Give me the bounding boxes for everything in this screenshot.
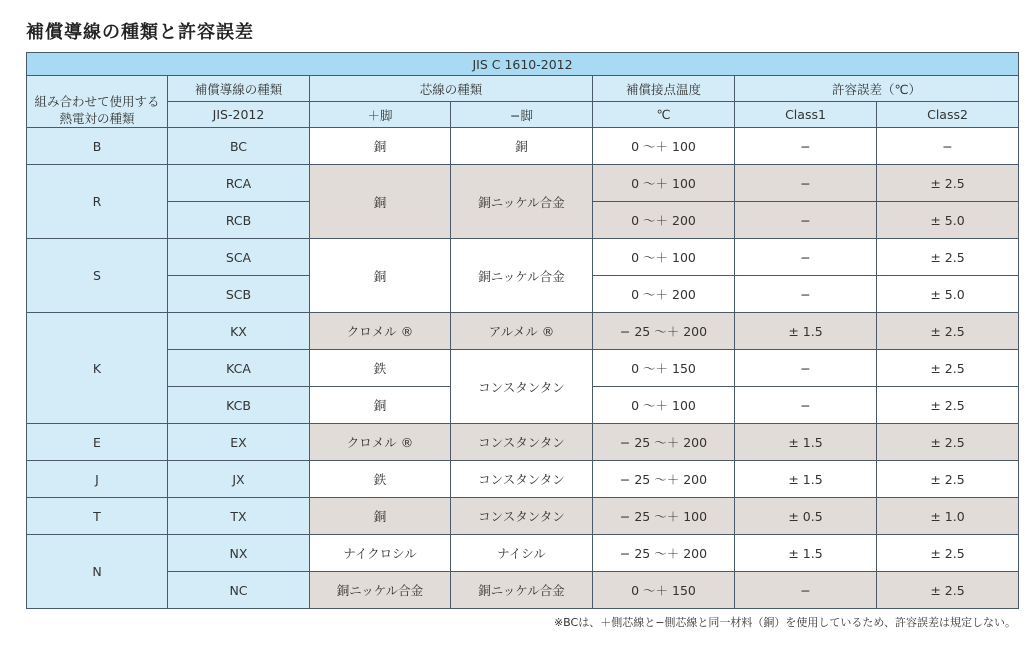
class2-cell: ± 2.5 [877, 350, 1019, 387]
wire-cell: RCA [168, 165, 310, 202]
temp-cell: 0 〜＋ 200 [593, 202, 735, 239]
group-cell: T [27, 498, 168, 535]
compensating-wire-table [26, 52, 1019, 609]
plus-leg-cell: 鉄 [310, 461, 451, 498]
header-tolerance: 許容誤差（℃） [735, 76, 1019, 102]
minus-leg-cell: 銅ニッケル合金 [451, 572, 593, 609]
wire-cell: EX [168, 424, 310, 461]
group-cell: J [27, 461, 168, 498]
wire-cell: KX [168, 313, 310, 350]
wire-cell: SCA [168, 239, 310, 276]
header-temp-range: 補償接点温度 [593, 76, 735, 102]
wire-cell: RCB [168, 202, 310, 239]
table-row [27, 239, 1019, 276]
class2-cell: ± 5.0 [877, 202, 1019, 239]
class2-cell: ± 1.0 [877, 498, 1019, 535]
group-cell: K [27, 313, 168, 424]
header-class1: Class1 [735, 102, 877, 128]
group-cell: E [27, 424, 168, 461]
temp-cell: − 25 〜＋ 100 [593, 498, 735, 535]
class2-cell: ± 2.5 [877, 572, 1019, 609]
class1-cell: ± 1.5 [735, 461, 877, 498]
wire-cell: BC [168, 128, 310, 165]
class1-cell: − [735, 239, 877, 276]
plus-leg-cell: 銅 [310, 387, 451, 424]
class2-cell: ± 2.5 [877, 387, 1019, 424]
plus-leg-cell: 銅 [310, 165, 451, 239]
group-cell: S [27, 239, 168, 313]
plus-leg-cell: 銅 [310, 128, 451, 165]
wire-cell: JX [168, 461, 310, 498]
minus-leg-cell: コンスタンタン [451, 424, 593, 461]
table-row [27, 424, 1019, 461]
plus-leg-cell: クロメル ® [310, 313, 451, 350]
class2-cell: ± 2.5 [877, 239, 1019, 276]
temp-cell: 0 〜＋ 100 [593, 239, 735, 276]
class2-cell: ± 2.5 [877, 535, 1019, 572]
temp-cell: − 25 〜＋ 200 [593, 461, 735, 498]
header-core-type: 芯線の種類 [310, 76, 593, 102]
class1-cell: ± 0.5 [735, 498, 877, 535]
header-wire-type: 補償導線の種類 [168, 76, 310, 102]
plus-leg-cell: 銅ニッケル合金 [310, 572, 451, 609]
wire-cell: KCB [168, 387, 310, 424]
minus-leg-cell: コンスタンタン [451, 461, 593, 498]
class1-cell: − [735, 350, 877, 387]
minus-leg-cell: コンスタンタン [451, 350, 593, 424]
temp-cell: 0 〜＋ 150 [593, 572, 735, 609]
class1-cell: − [735, 387, 877, 424]
header-thermocouple-type-label: 組み合わせて使用する 熱電対の種類 [34, 94, 160, 126]
plus-leg-cell: ナイクロシル [310, 535, 451, 572]
class2-cell: − [877, 128, 1019, 165]
class2-cell: ± 2.5 [877, 165, 1019, 202]
temp-cell: 0 〜＋ 200 [593, 276, 735, 313]
table-row [27, 128, 1019, 165]
class2-cell: ± 2.5 [877, 461, 1019, 498]
class2-cell: ± 5.0 [877, 276, 1019, 313]
minus-leg-cell: 銅ニッケル合金 [451, 239, 593, 313]
wire-cell: NX [168, 535, 310, 572]
table-row [27, 313, 1019, 350]
wire-cell: SCB [168, 276, 310, 313]
minus-leg-cell: 銅 [451, 128, 593, 165]
header-plus-leg: ＋脚 [310, 102, 451, 128]
class1-cell: − [735, 165, 877, 202]
class1-cell: ± 1.5 [735, 535, 877, 572]
header-class2: Class2 [877, 102, 1019, 128]
group-cell: N [27, 535, 168, 609]
table-row [27, 572, 1019, 609]
table-row [27, 498, 1019, 535]
class1-cell: − [735, 276, 877, 313]
class1-cell: ± 1.5 [735, 424, 877, 461]
class1-cell: − [735, 128, 877, 165]
temp-cell: 0 〜＋ 150 [593, 350, 735, 387]
class1-cell: − [735, 572, 877, 609]
minus-leg-cell: アルメル ® [451, 313, 593, 350]
header-minus-leg: −脚 [451, 102, 593, 128]
standard-header: JIS C 1610-2012 [27, 53, 1019, 76]
temp-cell: − 25 〜＋ 200 [593, 424, 735, 461]
footnote: ※BCは、＋側芯線と−側芯線と同一材料（銅）を使用しているため、許容誤差は規定しない。 [553, 616, 1016, 629]
temp-cell: 0 〜＋ 100 [593, 387, 735, 424]
temp-cell: 0 〜＋ 100 [593, 165, 735, 202]
plus-leg-cell: 銅 [310, 239, 451, 313]
table-row [27, 350, 1019, 387]
table-row [27, 535, 1019, 572]
header-thermocouple-type [27, 76, 168, 128]
temp-cell: − 25 〜＋ 200 [593, 313, 735, 350]
wire-cell: TX [168, 498, 310, 535]
class1-cell: − [735, 202, 877, 239]
group-cell: B [27, 128, 168, 165]
temp-cell: − 25 〜＋ 200 [593, 535, 735, 572]
temp-cell: 0 〜＋ 100 [593, 128, 735, 165]
class2-cell: ± 2.5 [877, 424, 1019, 461]
group-cell: R [27, 165, 168, 239]
minus-leg-cell: ナイシル [451, 535, 593, 572]
wire-cell: KCA [168, 350, 310, 387]
minus-leg-cell: 銅ニッケル合金 [451, 165, 593, 239]
minus-leg-cell: コンスタンタン [451, 498, 593, 535]
plus-leg-cell: クロメル ® [310, 424, 451, 461]
plus-leg-cell: 銅 [310, 498, 451, 535]
table-row [27, 461, 1019, 498]
class2-cell: ± 2.5 [877, 313, 1019, 350]
header-wire-type-sub: JIS-2012 [168, 102, 310, 128]
header-temp-unit: ℃ [593, 102, 735, 128]
class1-cell: ± 1.5 [735, 313, 877, 350]
table-row [27, 165, 1019, 202]
plus-leg-cell: 鉄 [310, 350, 451, 387]
wire-cell: NC [168, 572, 310, 609]
page-title: 補償導線の種類と許容誤差 [26, 22, 254, 43]
